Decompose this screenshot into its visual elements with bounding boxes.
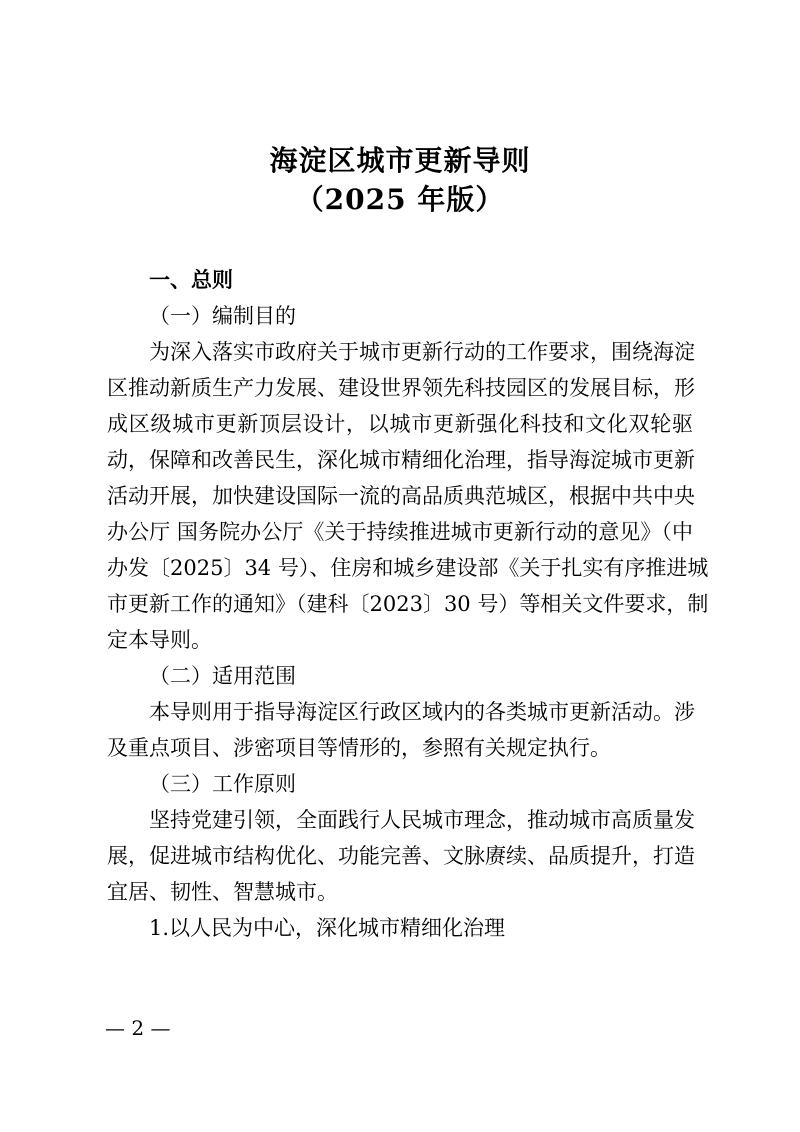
page-number: — 2 — xyxy=(105,1016,171,1040)
paragraph-line: 市更新工作的通知》（建科〔2023〕30 号）等相关文件要求，制 xyxy=(107,592,709,616)
subsection-heading-principles: （三）工作原则 xyxy=(149,772,296,796)
subsection-heading-scope: （二）适用范围 xyxy=(149,664,296,688)
paragraph-line: 坚持党建引领，全面践行人民城市理念，推动城市高质量发 xyxy=(149,808,695,832)
subsection-heading-purpose: （一）编制目的 xyxy=(149,304,296,328)
paragraph-line: 展，促进城市结构优化、功能完善、文脉赓续、品质提升，打造 xyxy=(107,844,695,868)
paragraph-line: 成区级城市更新顶层设计，以城市更新强化科技和文化双轮驱 xyxy=(107,412,693,436)
paragraph-line: 活动开展，加快建设国际一流的高品质典范城区，根据中共中央 xyxy=(107,484,695,508)
document-edition: （2025 年版） xyxy=(295,183,505,216)
document-body xyxy=(107,262,709,982)
paragraph-line: 本导则用于指导海淀区行政区域内的各类城市更新活动。涉 xyxy=(149,700,695,724)
document-title: 海淀区城市更新导则 xyxy=(269,144,531,177)
paragraph-line: 办公厅 国务院办公厅《关于持续推进城市更新行动的意见》（中 xyxy=(107,520,693,544)
paragraph-line: 为深入落实市政府关于城市更新行动的工作要求，围绕海淀 xyxy=(149,340,695,364)
paragraph-line: 办发〔2025〕34 号）、住房和城乡建设部《关于扎实有序推进城 xyxy=(107,556,709,580)
paragraph-line: 宜居、韧性、智慧城市。 xyxy=(107,880,338,904)
paragraph-line: 动，保障和改善民生，深化城市精细化治理，指导海淀城市更新 xyxy=(107,448,695,472)
numbered-item: 1.以人民为中心，深化城市精细化治理 xyxy=(149,916,506,940)
paragraph-line: 定本导则。 xyxy=(107,628,212,652)
section-heading-general: 一、总则 xyxy=(149,268,233,292)
paragraph-line: 及重点项目、涉密项目等情形的，参照有关规定执行。 xyxy=(107,736,611,760)
paragraph-line: 区推动新质生产力发展、建设世界领先科技园区的发展目标，形 xyxy=(107,376,695,400)
